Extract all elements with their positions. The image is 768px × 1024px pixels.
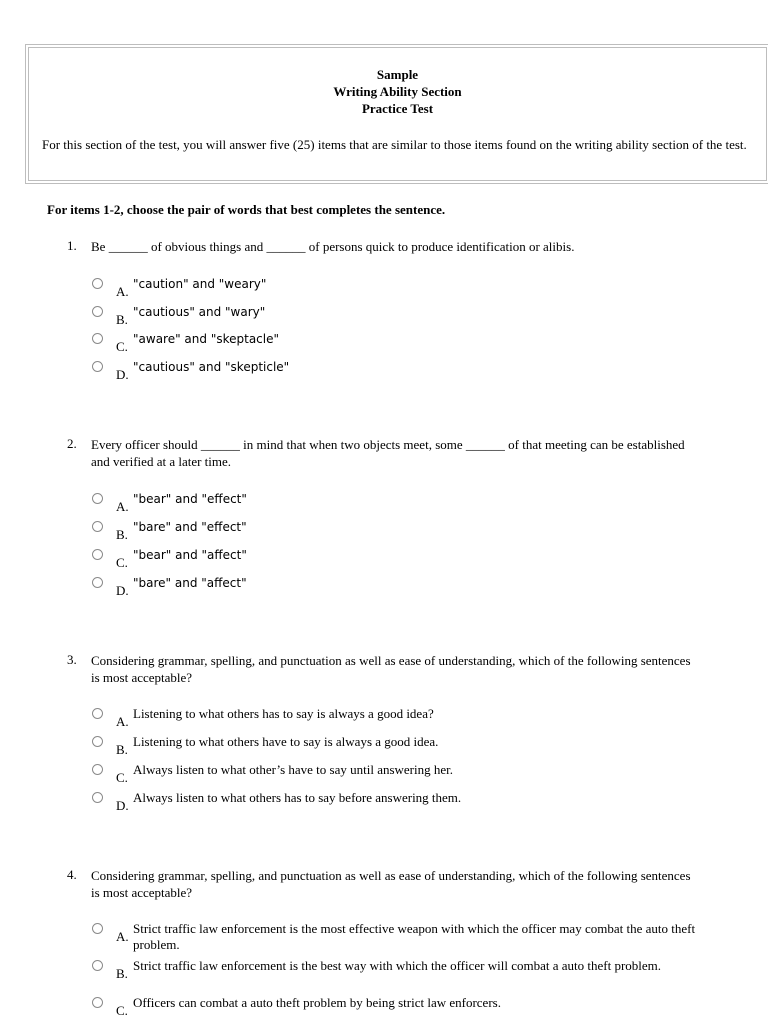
radio-button[interactable]: [92, 306, 103, 317]
radio-button[interactable]: [92, 923, 103, 934]
option-letter: C.: [116, 1003, 128, 1018]
intro-text: For this section of the test, you will answer five (25) items that are similar to those items found on the writing ability section of the test.: [42, 137, 747, 152]
option-letter: A.: [116, 714, 129, 729]
question-1-option-d[interactable]: [0, 359, 768, 385]
radio-button[interactable]: [92, 960, 103, 971]
question-number: 1.: [67, 238, 77, 253]
option-letter: B.: [116, 312, 128, 327]
option-text: "bare" and "affect": [133, 576, 247, 590]
option-letter: C.: [116, 555, 128, 570]
question-number: 3.: [67, 652, 77, 667]
title-line-3: Practice Test: [361, 101, 434, 116]
radio-button[interactable]: [92, 577, 103, 588]
question-4-option-c[interactable]: [0, 995, 768, 1021]
option-text: Always listen to what other’s have to say until answering her.: [133, 762, 454, 777]
option-text: Strict traffic law enforcement is the most effective weapon with which the officer may combat the auto theft problem.: [133, 921, 696, 952]
header-inner-border: [28, 47, 767, 181]
question-number: 2.: [67, 436, 77, 451]
question-1-option-a[interactable]: [0, 276, 768, 302]
option-letter: D.: [116, 367, 129, 382]
option-text: "cautious" and "skepticle": [133, 360, 290, 374]
radio-button[interactable]: [92, 997, 103, 1008]
radio-button[interactable]: [92, 736, 103, 747]
radio-button[interactable]: [92, 708, 103, 719]
radio-button[interactable]: [92, 333, 103, 344]
option-text: Strict traffic law enforcement is the best way with which the officer will combat a auto theft problem.: [133, 958, 662, 973]
radio-button[interactable]: [92, 278, 103, 289]
radio-button[interactable]: [92, 493, 103, 504]
question-1-option-c[interactable]: [0, 331, 768, 357]
question-text: Be ______ of obvious things and ______ of persons quick to produce identification or alibis.: [91, 239, 575, 254]
option-letter: B.: [116, 742, 128, 757]
question-3-option-b[interactable]: [0, 734, 768, 760]
option-text: "caution" and "weary": [133, 277, 267, 291]
section-instructions: For items 1-2, choose the pair of words that best completes the sentence.: [47, 202, 446, 217]
option-text: Always listen to what others has to say before answering them.: [133, 790, 462, 805]
question-3-option-d[interactable]: [0, 790, 768, 816]
question-4-option-a[interactable]: [0, 921, 768, 957]
question-number: 4.: [67, 867, 77, 882]
question-2-option-a[interactable]: [0, 491, 768, 517]
radio-button[interactable]: [92, 764, 103, 775]
page-title: [29, 66, 766, 117]
question-text: Considering grammar, spelling, and punctuation as well as ease of understanding, which of the following sentences is most acceptable?: [91, 868, 691, 900]
question-4-option-b[interactable]: [0, 958, 768, 994]
option-letter: A.: [116, 929, 129, 944]
question-1-option-b[interactable]: [0, 304, 768, 330]
option-letter: C.: [116, 770, 128, 785]
question-text: Considering grammar, spelling, and punctuation as well as ease of understanding, which of the following sentences is most acceptable?: [91, 653, 691, 685]
title-line-1: Sample: [376, 67, 419, 82]
option-letter: A.: [116, 499, 129, 514]
option-text: "bear" and "effect": [133, 492, 247, 506]
option-text: "bare" and "effect": [133, 520, 247, 534]
header-box: [25, 44, 768, 184]
option-letter: D.: [116, 583, 129, 598]
question-3-option-a[interactable]: [0, 706, 768, 732]
option-letter: A.: [116, 284, 129, 299]
option-letter: D.: [116, 798, 129, 813]
question-2-option-d[interactable]: [0, 575, 768, 601]
option-text: "cautious" and "wary": [133, 305, 266, 319]
radio-button[interactable]: [92, 361, 103, 372]
question-2-option-c[interactable]: [0, 547, 768, 573]
option-letter: C.: [116, 339, 128, 354]
radio-button[interactable]: [92, 521, 103, 532]
option-text: Officers can combat a auto theft problem by being strict law enforcers.: [133, 995, 501, 1010]
question-3-option-c[interactable]: [0, 762, 768, 788]
option-letter: B.: [116, 527, 128, 542]
radio-button[interactable]: [92, 549, 103, 560]
option-text: "bear" and "affect": [133, 548, 247, 562]
option-text: Listening to what others has to say is always a good idea?: [133, 706, 434, 721]
option-text: "aware" and "skeptacle": [133, 332, 280, 346]
option-text: Listening to what others have to say is always a good idea.: [133, 734, 439, 749]
option-letter: B.: [116, 966, 128, 981]
title-line-2: Writing Ability Section: [333, 84, 462, 99]
question-2-option-b[interactable]: [0, 519, 768, 545]
question-text: Every officer should ______ in mind that when two objects meet, some ______ of that meeting can be established and verified at a later time.: [91, 437, 685, 469]
radio-button[interactable]: [92, 792, 103, 803]
